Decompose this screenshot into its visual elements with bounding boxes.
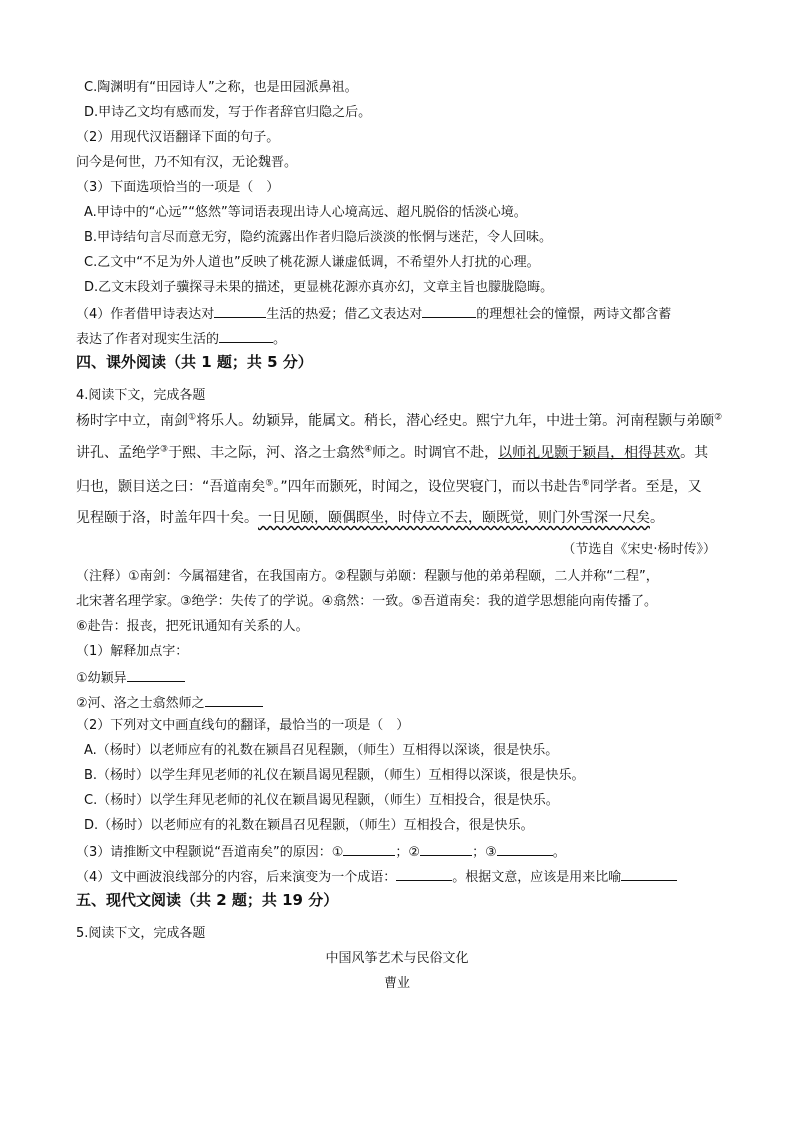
answer-blank[interactable] xyxy=(420,841,472,856)
section-4-heading: 四、课外阅读（共 1 题；共 5 分） xyxy=(76,353,313,371)
article-author: 曹业 xyxy=(383,976,410,991)
answer-blank[interactable] xyxy=(205,692,263,707)
section-5-heading: 五、现代文阅读（共 2 题；共 19 分） xyxy=(76,891,339,909)
q5-intro: 5.阅读下文，完成各题 xyxy=(76,926,206,941)
q4-sub1-word2: ②河、洛之士翕然师之 xyxy=(76,692,263,714)
answer-blank[interactable] xyxy=(422,303,476,318)
note-line-1: （注释）①南剑：今属福建省，在我国南方。②程颢与弟颐：程颢与他的弟弟程颐，二人并称“二程”， xyxy=(76,569,659,584)
wavy-underlined-sentence: 一日见颐，颐偶瞑坐，时侍立不去，颐既觉，则门外雪深一尺矣 xyxy=(258,510,650,526)
q3-sub2: （2）用现代汉语翻译下面的句子。 xyxy=(76,130,280,145)
note-line-3: ⑥赴告：报丧，把死讯通知有关系的人。 xyxy=(76,619,309,634)
article-title: 中国风筝艺术与民俗文化 xyxy=(325,951,469,966)
answer-blank[interactable] xyxy=(396,866,452,881)
q4-sub1-word1: ①幼颖异 xyxy=(76,667,185,689)
q4-sub4: （4）文中画波浪线部分的内容，后来演变为一个成语： 。根据文意，应该是用来比喻 xyxy=(76,866,677,888)
passage-line-2: 讲孔、孟绝学③于熙、丰之际，河、洛之士翕然④师之。时调官不赴，以师礼见颢于颖昌，相得甚欢。其 xyxy=(76,444,709,461)
q4-sub3: （3）请推断文中程颢说“吾道南矣”的原因：① ；② ；③ 。 xyxy=(76,841,566,863)
answer-blank[interactable] xyxy=(621,866,677,881)
q3-sub3: （3）下面选项恰当的一项是（ ） xyxy=(76,180,280,195)
note-line-2: 北宋著名理学家。③绝学：失传了的学说。④翕然：一致。⑤吾道南矣：我的道学思想能向南传播了。 xyxy=(76,594,657,609)
q4-sub1: （1）解释加点字： xyxy=(76,644,189,659)
q4-option-a: A.（杨时）以老师应有的礼数在颍昌召见程颢，（师生）互相得以深谈，很是快乐。 xyxy=(84,743,559,758)
underlined-sentence: 以师礼见颢于颖昌，相得甚欢 xyxy=(498,445,681,461)
passage-source: （节选自《宋史·杨时传》） xyxy=(562,542,716,557)
q3-sentence: 问今是何世，乃不知有汉，无论魏晋。 xyxy=(76,155,298,170)
answer-blank[interactable] xyxy=(343,841,395,856)
passage-line-4: 见程颐于洛，时盖年四十矣。一日见颐，颐偶瞑坐，时侍立不去，颐既觉，则门外雪深一尺矣。 xyxy=(76,510,664,526)
q3-option-c: C.陶渊明有“田园诗人”之称，也是田园派鼻祖。 xyxy=(84,80,358,95)
answer-blank[interactable] xyxy=(219,328,273,343)
q3-sub4-line1: （4）作者借甲诗表达对 生活的热爱；借乙文表达对 的理想社会的憧憬，两诗文都含蓄 xyxy=(76,303,671,325)
q3-sub3-option-b: B.甲诗结句言尽而意无穷，隐约流露出作者归隐后淡淡的怅惘与迷茫，令人回味。 xyxy=(84,230,553,245)
q4-option-d: D.（杨时）以老师应有的礼数在颖昌召见程颢，（师生）互相投合，很是快乐。 xyxy=(84,818,534,833)
q3-sub3-option-c: C.乙文中“不足为外人道也”反映了桃花源人谦虚低调，不希望外人打扰的心理。 xyxy=(84,255,540,270)
q3-sub3-option-a: A.甲诗中的“心远”“悠然”等词语表现出诗人心境高远、超凡脱俗的恬淡心境。 xyxy=(84,205,527,220)
answer-blank[interactable] xyxy=(127,667,185,682)
q3-sub3-option-d: D.乙文末段刘子骥探寻未果的描述，更显桃花源亦真亦幻，文章主旨也朦胧隐晦。 xyxy=(84,280,554,295)
passage-line-3: 归也，颢目送之曰：“吾道南矣⑤。”四年而颢死，时闻之，设位哭寝门，而以书赴告⑥同学者。至是，又 xyxy=(76,478,702,495)
answer-blank[interactable] xyxy=(497,841,553,856)
q4-sub2: （2）下列对文中画直线句的翻译，最恰当的一项是（ ） xyxy=(76,718,410,733)
q3-option-d: D.甲诗乙文均有感而发，写于作者辞官归隐之后。 xyxy=(84,105,372,120)
q4-intro: 4.阅读下文，完成各题 xyxy=(76,388,206,403)
q4-option-b: B.（杨时）以学生拜见老师的礼仪在颖昌谒见程颢，（师生）互相得以深谈，很是快乐。 xyxy=(84,768,585,783)
passage-line-1: 杨时字中立，南剑①将乐人。幼颖异，能属文。稍长，潜心经史。熙宁九年，中进士第。河南程颢与弟颐② xyxy=(76,412,723,429)
answer-blank[interactable] xyxy=(214,303,266,318)
q4-option-c: C.（杨时）以学生拜见老师的礼仪在颖昌谒见程颢，（师生）互相投合，很是快乐。 xyxy=(84,793,559,808)
q3-sub4-line2: 表达了作者对现实生活的 。 xyxy=(76,328,286,350)
